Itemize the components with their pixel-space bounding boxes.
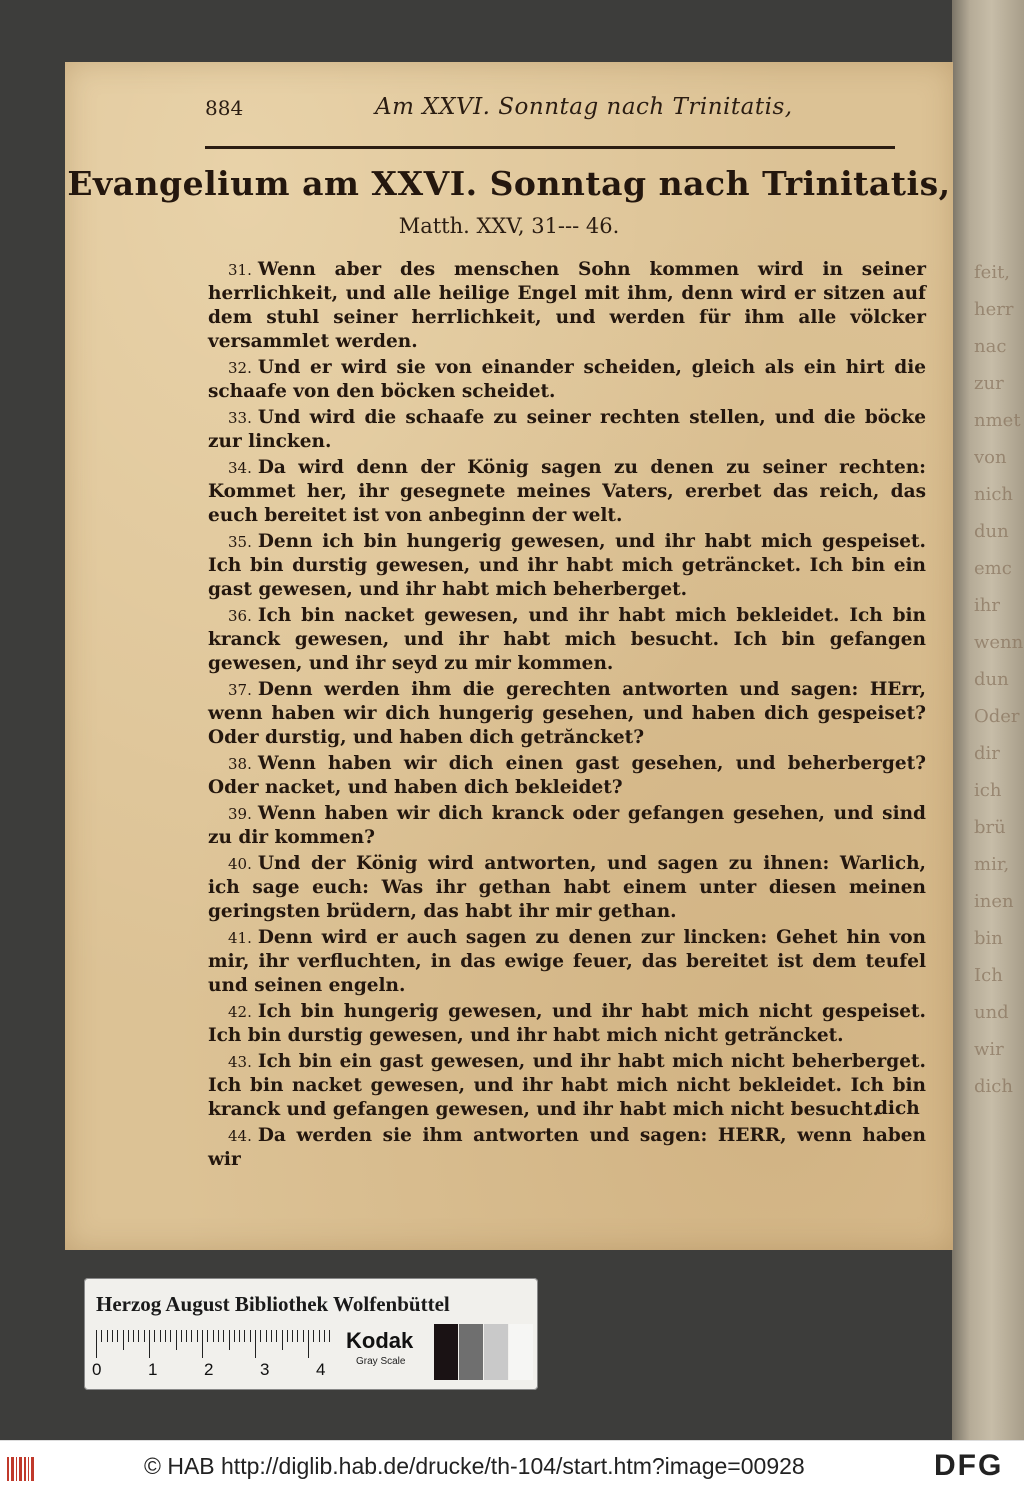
ruler-tick <box>154 1330 155 1342</box>
page-number: 884 <box>205 96 244 120</box>
verse-text: Da werden sie ihm antworten und sagen: HERR, wenn haben wir <box>208 1125 926 1170</box>
facing-page-fragment: Oder <box>974 706 1020 727</box>
verse <box>208 406 926 454</box>
ruler-tick <box>303 1330 304 1342</box>
facing-page-fragment: inen <box>974 891 1014 912</box>
ruler-tick <box>207 1330 208 1342</box>
ruler-label: 1 <box>148 1360 158 1379</box>
ruler-tick <box>107 1330 108 1342</box>
verse <box>208 802 926 850</box>
verse <box>208 356 926 404</box>
ruler-tick <box>96 1330 97 1358</box>
ruler-tick <box>319 1330 320 1342</box>
verse-number: 35. <box>228 533 252 551</box>
facing-page-fragment: herr <box>974 299 1014 320</box>
ruler-tick <box>197 1330 198 1342</box>
verse <box>208 604 926 676</box>
book-page <box>65 62 953 1250</box>
gray-swatch <box>484 1324 508 1380</box>
ruler-tick <box>133 1330 134 1342</box>
facing-page-fragment: mir, <box>974 854 1010 875</box>
ruler-tick <box>276 1330 277 1342</box>
verse-text: Denn wird er auch sagen zu denen zur lincken: Gehet hin von mir, ihr verfluchten, in das ewige feuer, das bereitet ist dem teufel und seinen engeln. <box>208 927 926 996</box>
facing-page-fragment: dun <box>974 521 1009 542</box>
facing-page-fragment: emc <box>974 558 1012 579</box>
barcode-icon <box>6 1455 36 1483</box>
ruler-tick <box>160 1330 161 1342</box>
verse-number: 36. <box>228 607 252 625</box>
ruler-tick <box>282 1330 283 1350</box>
ruler-tick <box>223 1330 224 1342</box>
dfg-logo: DFG <box>934 1449 1004 1482</box>
verse-text: Denn ich bin hungerig gewesen, und ihr habt mich gespeiset. Ich bin durstig gewesen, und ihr habt mich geträncket. Ich bin ein gast gewesen, und ihr habt mich beherberget. <box>208 531 926 600</box>
ruler-tick <box>186 1330 187 1342</box>
ruler-tick <box>213 1330 214 1342</box>
verse-number: 44. <box>228 1127 252 1145</box>
verse <box>208 1124 926 1172</box>
ruler-tick <box>170 1330 171 1342</box>
library-name: Herzog August Bibliothek Wolfenbüttel <box>96 1292 450 1316</box>
verse-number: 34. <box>228 459 252 477</box>
ruler-label: 0 <box>92 1360 102 1379</box>
kodak-logo: Kodak <box>346 1328 414 1353</box>
facing-page-fragment: und <box>974 1002 1009 1023</box>
facing-page-fragment: Ich <box>974 965 1003 986</box>
ruler-tick <box>101 1330 102 1342</box>
ruler-tick <box>165 1330 166 1342</box>
ruler-tick <box>297 1330 298 1342</box>
verse <box>208 456 926 528</box>
verse-text: Wenn haben wir dich kranck oder gefangen gesehen, und sind zu dir kommen? <box>208 803 926 848</box>
running-head: Am XXVI. Sonntag nach Trinitatis, <box>375 94 793 120</box>
ruler-tick <box>218 1330 219 1342</box>
verse-number: 38. <box>228 755 252 773</box>
verse <box>208 678 926 750</box>
catchword: dich <box>875 1098 920 1119</box>
ruler-tick <box>255 1330 256 1358</box>
verse-text: Ich bin hungerig gewesen, und ihr habt mich nicht gespeiset. Ich bin durstig gewesen, und ihr habt mich nicht getrăncket. <box>208 1001 926 1046</box>
facing-page-fragment: dun <box>974 669 1009 690</box>
ruler-tick <box>239 1330 240 1342</box>
verse <box>208 926 926 998</box>
facing-page-fragment: wenn <box>974 632 1024 653</box>
verse-number: 37. <box>228 681 252 699</box>
ruler-label: 2 <box>204 1360 214 1379</box>
color-calibration-card <box>84 1278 538 1390</box>
verse <box>208 1050 926 1122</box>
copyright-link[interactable]: © HAB http://diglib.hab.de/drucke/th-104/start.htm?image=00928 <box>144 1453 805 1479</box>
ruler-tick <box>181 1330 182 1342</box>
facing-page-fragment: ihr <box>974 595 1000 616</box>
ruler-tick <box>271 1330 272 1342</box>
ruler <box>96 1330 330 1358</box>
verse-text: Und wird die schaafe zu seiner rechten stellen, und die böcke zur lincken. <box>208 407 926 452</box>
ruler-tick <box>229 1330 230 1350</box>
ruler-tick <box>202 1330 203 1358</box>
verse-text: Und er wird sie von einander scheiden, gleich als ein hirt die schaafe von den böcken scheidet. <box>208 357 926 402</box>
verse-number: 33. <box>228 409 252 427</box>
ruler-tick <box>112 1330 113 1342</box>
verse-text: Denn werden ihm die gerechten antworten und sagen: HErr, wenn haben wir dich hungerig gesehen, und haben dich gespeiset? Oder durstig, und haben dich getrăncket? <box>208 679 926 748</box>
verse-text: Wenn haben wir dich einen gast gesehen, und beherberget? Oder nacket, und haben dich bekleidet? <box>208 753 926 798</box>
ruler-tick <box>244 1330 245 1342</box>
ruler-tick <box>117 1330 118 1342</box>
ruler-tick <box>191 1330 192 1342</box>
verse <box>208 258 926 354</box>
facing-page-fragment: nmet <box>974 410 1021 431</box>
page-title: Evangelium am XXVI. Sonntag nach Trinitatis, <box>67 164 951 203</box>
verse-text: Ich bin ein gast gewesen, und ihr habt mich nicht beherberget. Ich bin nacket gewesen, und ihr habt mich nicht bekleidet. Ich bin kranck und gefangen gewesen, und ihr habt mich nicht besucht. <box>208 1051 926 1120</box>
ruler-tick <box>128 1330 129 1342</box>
facing-page-fragment: feit, <box>974 262 1011 283</box>
verse-text: Wenn aber des menschen Sohn kommen wird in seiner herrlichkeit, und alle heilige Engel mit ihm, denn wird er sitzen auf dem stuhl seiner herrlichkeit, und werden für ihm alle völcker versammlet werden. <box>208 259 926 352</box>
ruler-tick <box>250 1330 251 1342</box>
verse-text: Ich bin nacket gewesen, und ihr habt mich bekleidet. Ich bin kranck gewesen, und ihr habt mich besucht. Ich bin gefangen gewesen, und ihr seyd zu mir kommen. <box>208 605 926 674</box>
verse-number: 40. <box>228 855 252 873</box>
verse-text: Da wird denn der König sagen zu denen zu seiner rechten: Kommet her, ihr gesegnete meines Vaters, ererbet das reich, das euch bereitet ist von anbeginn der welt. <box>208 457 926 526</box>
verse-number: 42. <box>228 1003 252 1021</box>
ruler-tick <box>266 1330 267 1342</box>
ruler-tick <box>308 1330 309 1358</box>
gray-swatch <box>509 1324 533 1380</box>
ruler-tick <box>138 1330 139 1342</box>
ruler-tick <box>144 1330 145 1342</box>
facing-page-fragment: ich <box>974 780 1002 801</box>
kodak-subtitle: Gray Scale <box>356 1356 406 1367</box>
facing-page-fragment: von <box>974 447 1007 468</box>
verse <box>208 530 926 602</box>
facing-page-fragment: bin <box>974 928 1003 949</box>
header-rule <box>205 146 895 149</box>
ruler-label: 4 <box>316 1360 326 1379</box>
facing-page-fragment: nich <box>974 484 1014 505</box>
verse-number: 31. <box>228 261 252 279</box>
scripture-reference: Matth. XXV, 31--- 46. <box>398 214 620 238</box>
verse-number: 43. <box>228 1053 252 1071</box>
ruler-tick <box>287 1330 288 1342</box>
ruler-tick <box>260 1330 261 1342</box>
gray-swatch <box>434 1324 458 1380</box>
verse-number: 39. <box>228 805 252 823</box>
verse <box>208 852 926 924</box>
ruler-tick <box>234 1330 235 1342</box>
facing-page-edge <box>952 0 1024 1440</box>
ruler-tick <box>123 1330 124 1350</box>
verse <box>208 752 926 800</box>
ruler-tick <box>292 1330 293 1342</box>
ruler-tick <box>324 1330 325 1342</box>
verse-list <box>208 258 926 1174</box>
facing-page-fragment: brü <box>974 817 1006 838</box>
facing-page-fragment: wir <box>974 1039 1004 1060</box>
verse-text: Und der König wird antworten, und sagen zu ihnen: Warlich, ich sage euch: Was ihr gethan habt einem unter diesen meinen geringsten brüdern, das habt ihr mir gethan. <box>208 853 926 922</box>
verse-number: 41. <box>228 929 252 947</box>
ruler-tick <box>149 1330 150 1358</box>
facing-page-fragment: dich <box>974 1076 1013 1097</box>
ruler-tick <box>176 1330 177 1350</box>
page-header <box>205 92 895 126</box>
facing-page-fragment: dir <box>974 743 1000 764</box>
ruler-label: 3 <box>260 1360 270 1379</box>
footer-bar <box>0 1440 1024 1496</box>
ruler-tick <box>313 1330 314 1342</box>
verse-number: 32. <box>228 359 252 377</box>
verse <box>208 1000 926 1048</box>
facing-page-fragment: zur <box>974 373 1004 394</box>
facing-page-fragment: nac <box>974 336 1007 357</box>
gray-swatch <box>459 1324 483 1380</box>
ruler-tick <box>329 1330 330 1342</box>
